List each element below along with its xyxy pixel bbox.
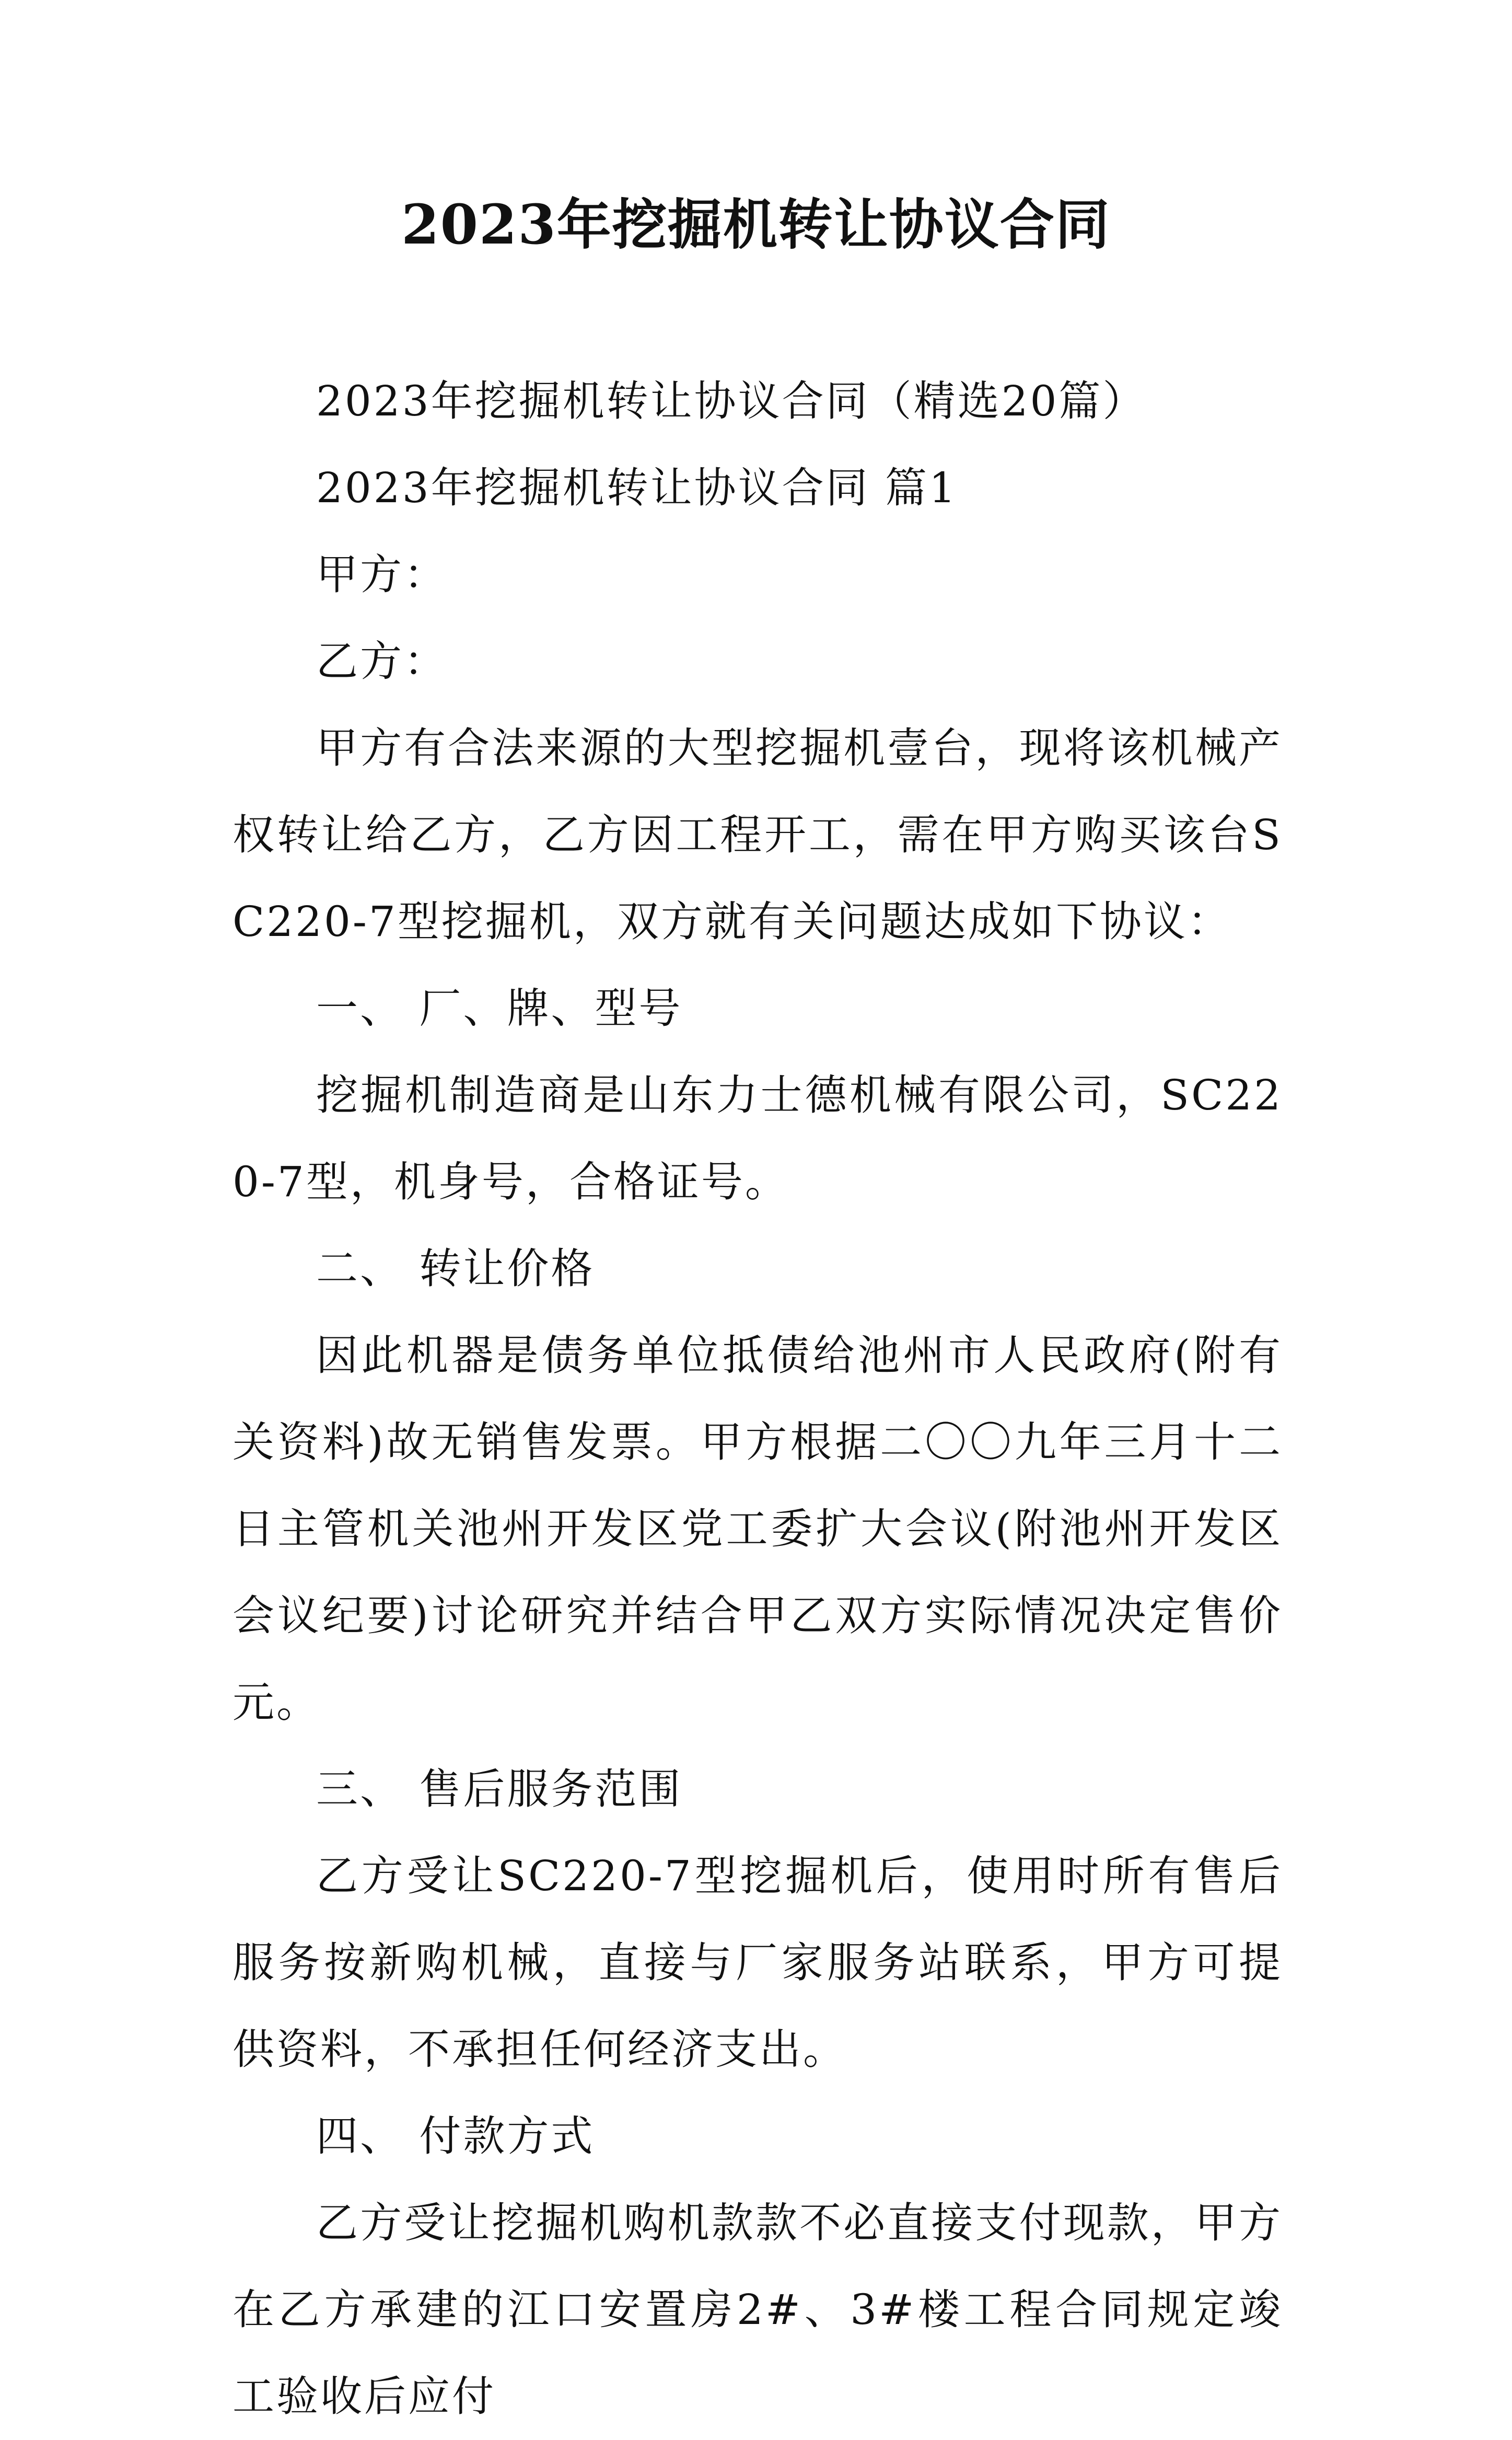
subtitle-paragraph: 2023年挖掘机转让协议合同（精选20篇） <box>316 377 1147 425</box>
clause-paragraph-2: 因此机器是债务单位抵债给池州市人民政府(附有关资料)故无销售发票。甲方根据二〇〇九年三月十二日主管机关池州开发区党工委扩大会议(附池州开发区会议纪要)讨论研究并结合甲乙双方实际情况决定售价元。 <box>232 1331 1283 1727</box>
clause-paragraph-1: 挖掘机制造商是山东力士德机械有限公司，SC220-7型，机身号，合格证号。 <box>232 1071 1283 1206</box>
clause-heading-3: 三、 售后服务范围 <box>316 1765 683 1813</box>
document-title: 2023年挖掘机转让协议合同 <box>401 192 1111 257</box>
clause-heading-1: 一、 厂、牌、型号 <box>316 984 683 1033</box>
party-b-label: 乙方： <box>316 637 448 686</box>
intro-paragraph: 甲方有合法来源的大型挖掘机壹台，现将该机械产权转让给乙方，乙方因工程开工，需在甲方购买该台SC220-7型挖掘机，双方就有关问题达成如下协议： <box>232 724 1283 946</box>
section-heading-paragraph: 2023年挖掘机转让协议合同 篇1 <box>316 464 958 512</box>
document-body <box>232 358 1283 2440</box>
clause-paragraph-4: 乙方受让挖掘机购机款款不必直接支付现款，甲方在乙方承建的江口安置房2#、3#楼工程合同规定竣工验收后应付 <box>232 2199 1283 2421</box>
clause-heading-2: 二、 转让价格 <box>316 1244 595 1293</box>
party-a-label: 甲方： <box>316 550 448 599</box>
clause-heading-4: 四、 付款方式 <box>316 2112 595 2160</box>
clause-paragraph-3: 乙方受让SC220-7型挖掘机后，使用时所有售后服务按新购机械，直接与厂家服务站联系，甲方可提供资料，不承担任何经济支出。 <box>232 1852 1283 2074</box>
